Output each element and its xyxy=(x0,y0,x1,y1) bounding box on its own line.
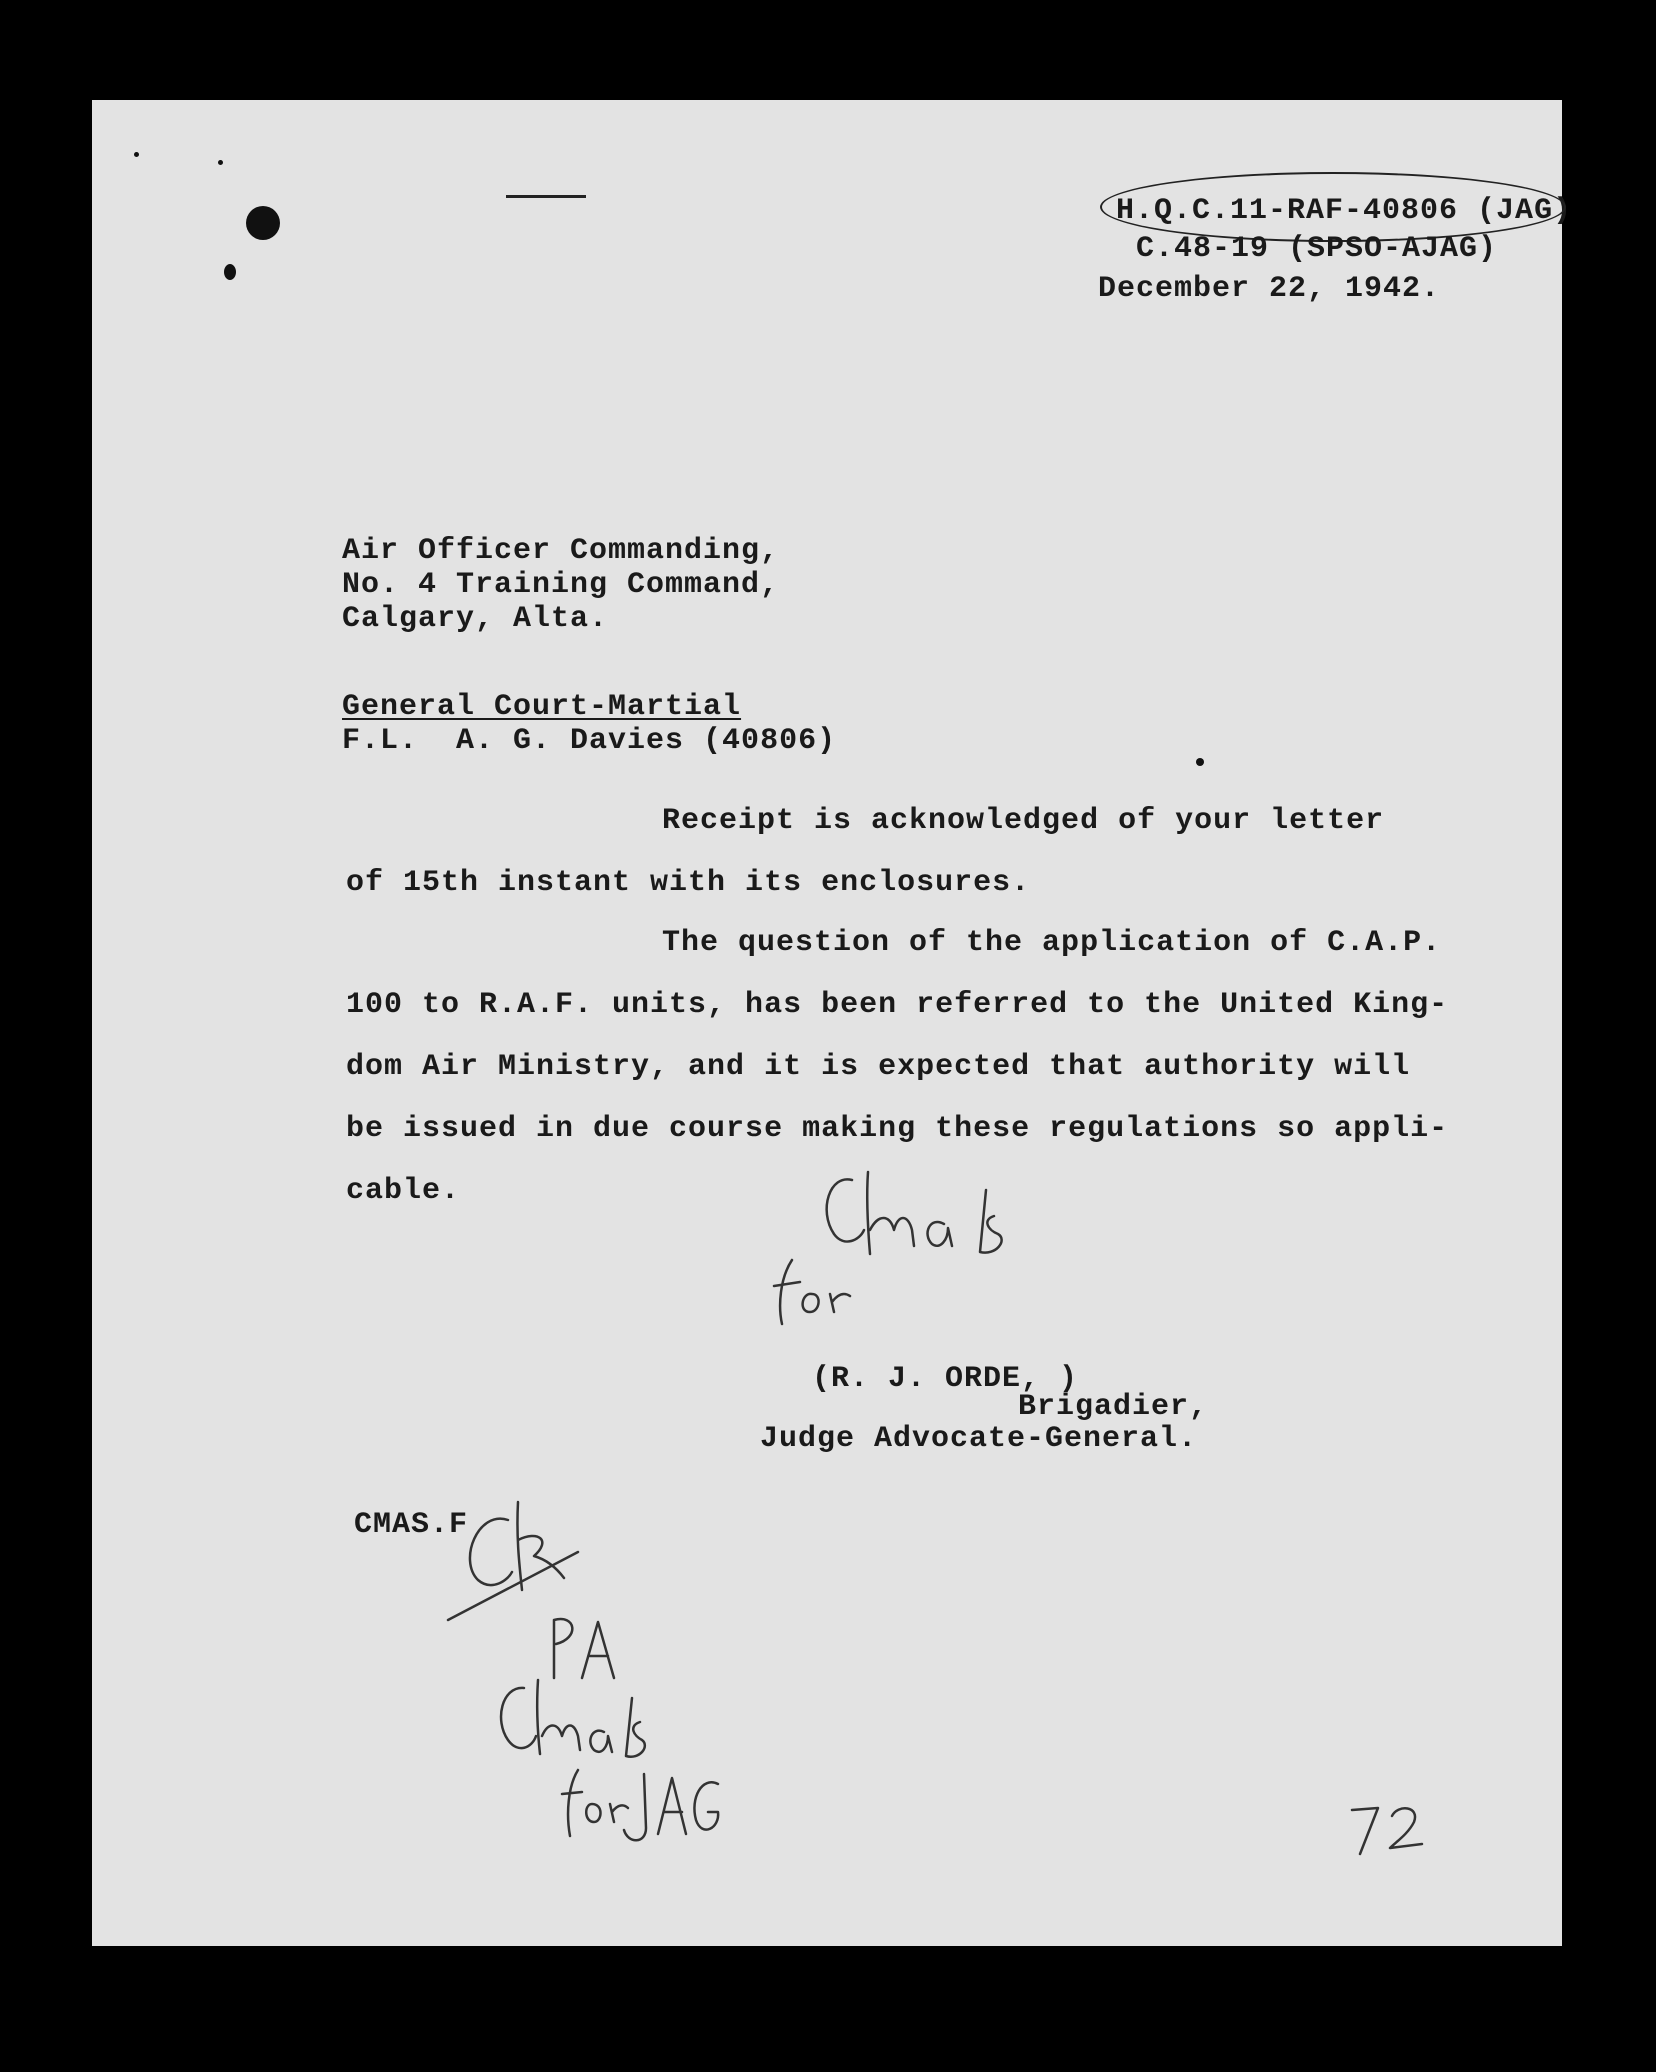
signatory-rank: Brigadier, xyxy=(1018,1390,1209,1424)
typist-initials: CMAS.F xyxy=(354,1508,469,1542)
handwritten-page-number xyxy=(1348,1800,1438,1860)
signatory-title: Judge Advocate-General. xyxy=(760,1422,1198,1456)
signatory-name: (R. J. ORDE, ) xyxy=(812,1362,1079,1396)
punch-hole-mark xyxy=(246,206,280,240)
handwritten-annotation-cr xyxy=(448,1500,598,1620)
address-line-1: Air Officer Commanding, xyxy=(342,534,780,568)
body-p1-line-1: Receipt is acknowledged of your letter xyxy=(662,804,1385,838)
body-p2-line-2: 100 to R.A.F. units, has been referred to the United King- xyxy=(346,988,1449,1022)
address-line-3: Calgary, Alta. xyxy=(342,602,609,636)
scan-speck xyxy=(1196,758,1204,766)
body-p2-line-3: dom Air Ministry, and it is expected that authority will xyxy=(346,1050,1411,1084)
body-p2-line-5: cable. xyxy=(346,1174,461,1208)
body-p2-line-4: be issued in due course making these regulations so appli- xyxy=(346,1112,1449,1146)
letter-date: December 22, 1942. xyxy=(1098,272,1441,306)
scan-speck xyxy=(224,264,236,280)
file-reference-line-1: H.Q.C.11-RAF-40806 (JAG) xyxy=(1116,194,1573,228)
subject-line-1: General Court-Martial xyxy=(342,690,742,724)
subject-line-2: F.L. A. G. Davies (40806) xyxy=(342,724,837,758)
handwritten-annotation-for-jag xyxy=(562,1764,722,1854)
scan-speck xyxy=(134,152,139,157)
file-reference-line-2: C.48-19 (SPSO-AJAG) xyxy=(1136,232,1498,266)
handwritten-annotation-cmas xyxy=(490,1670,650,1770)
body-p1-line-2: of 15th instant with its enclosures. xyxy=(346,866,1031,900)
top-dash-mark xyxy=(506,195,586,198)
address-line-2: No. 4 Training Command, xyxy=(342,568,780,602)
scan-speck xyxy=(218,160,223,165)
document-page xyxy=(92,100,1573,1946)
handwritten-for xyxy=(772,1250,892,1330)
body-p2-line-1: The question of the application of C.A.P. xyxy=(662,926,1442,960)
